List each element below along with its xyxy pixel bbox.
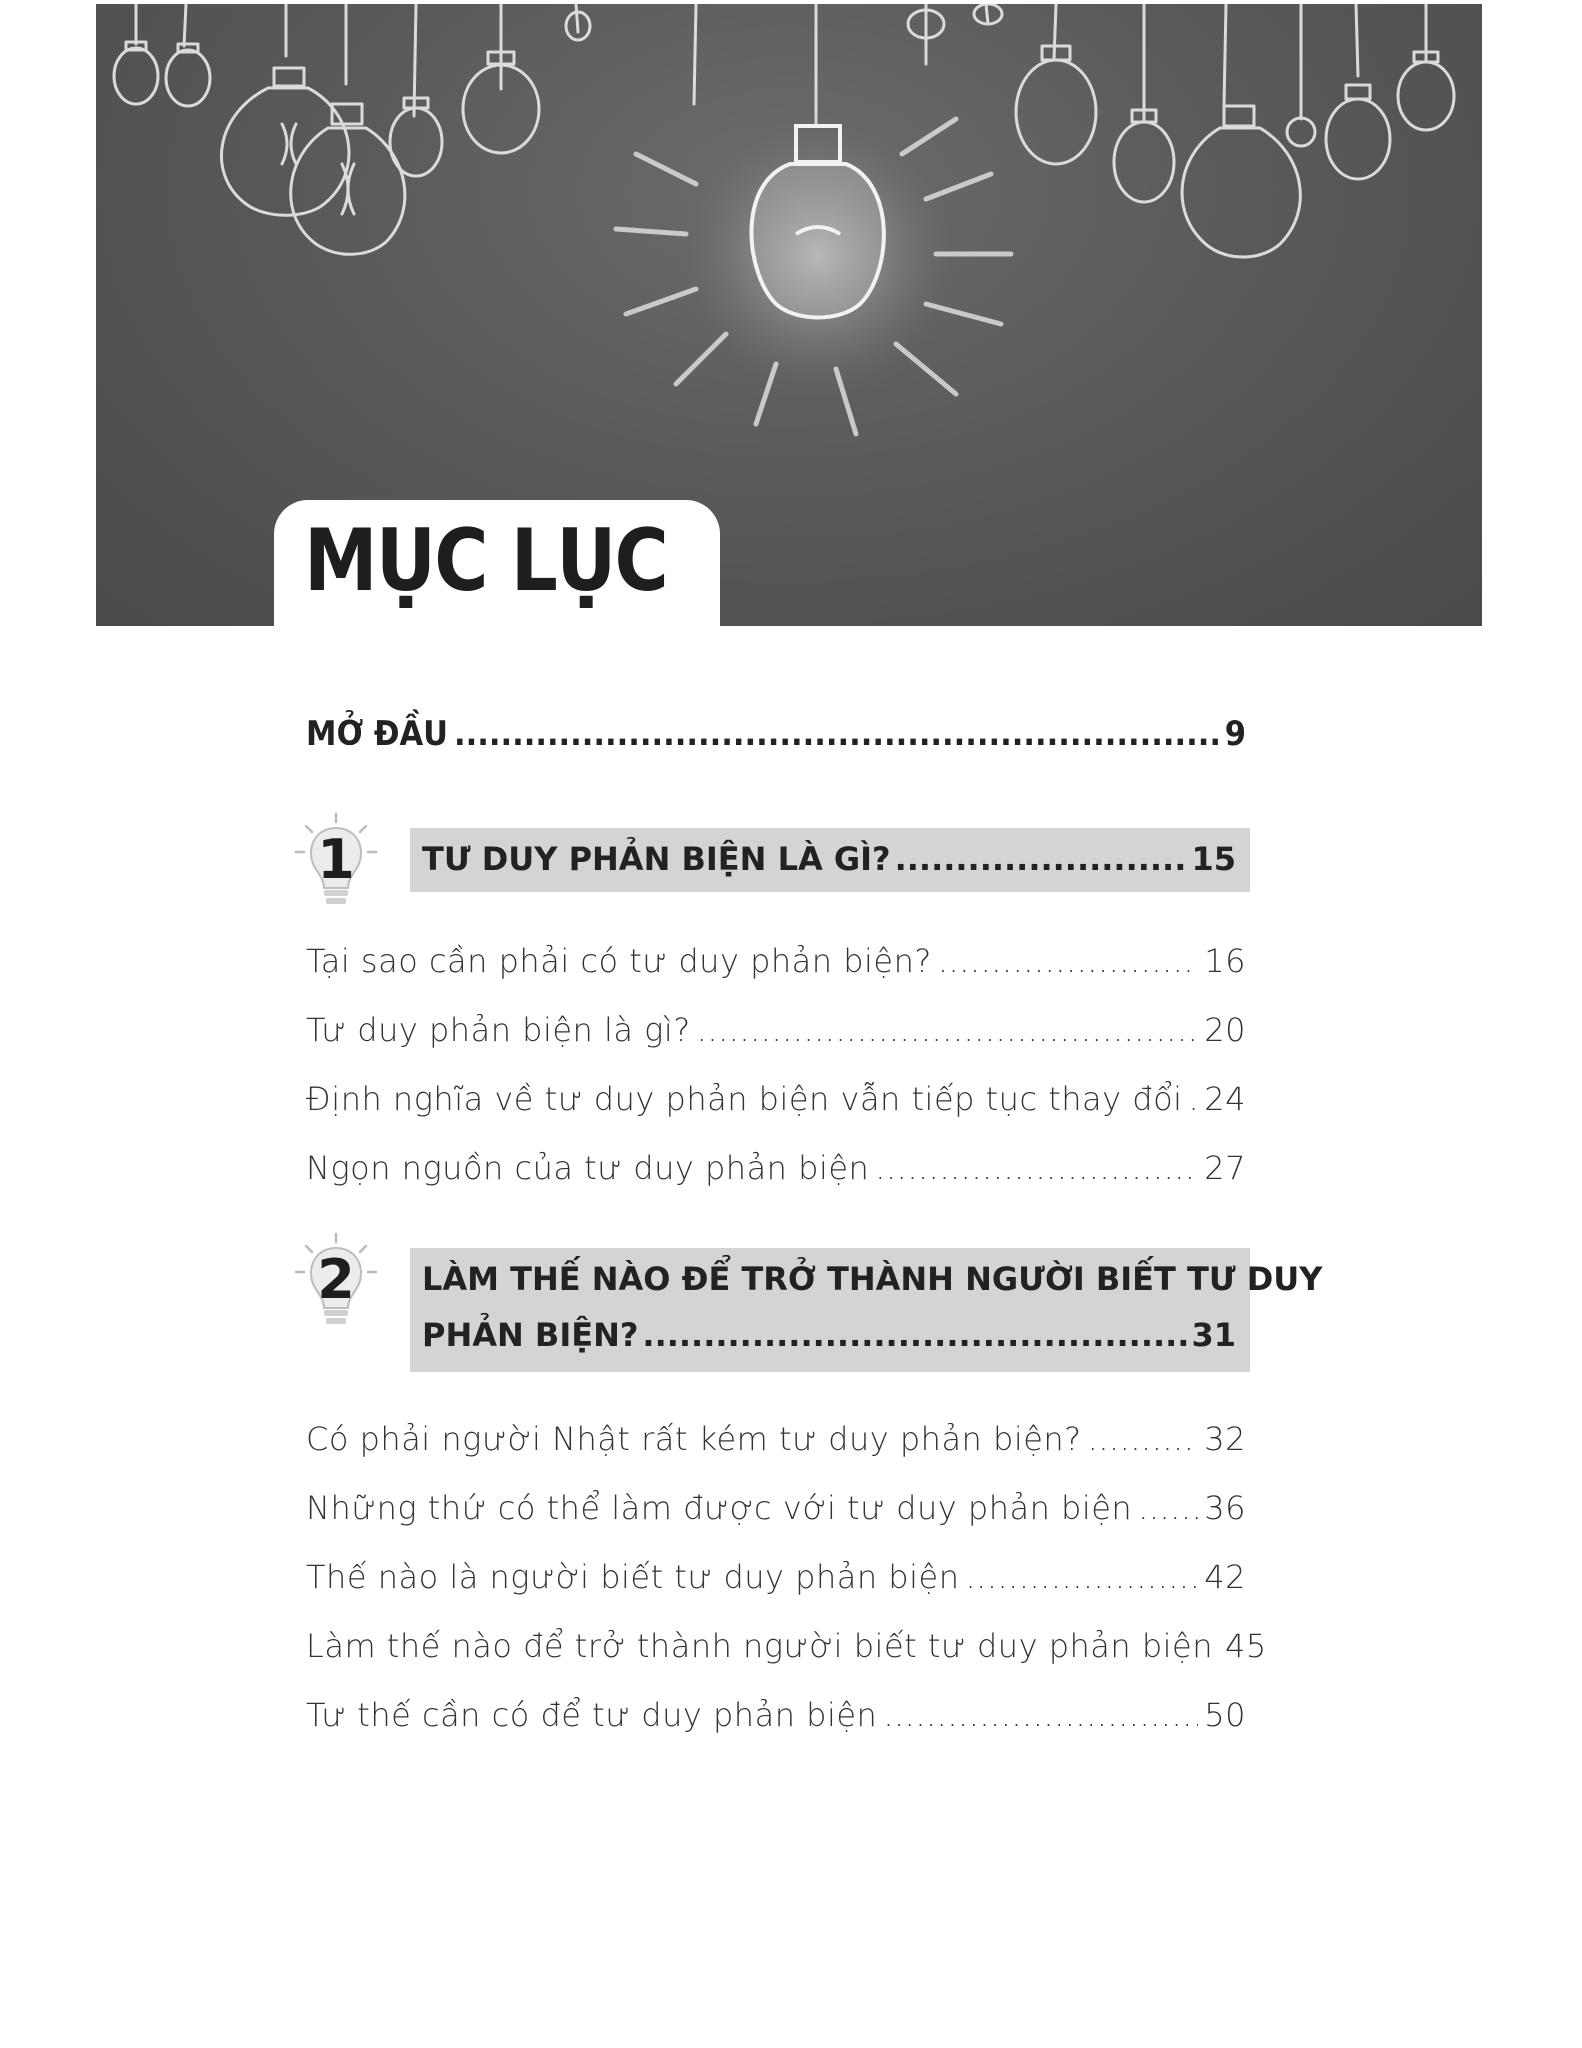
- chapter-title-line: [422, 840, 1236, 878]
- toc-entry-page: 45: [1225, 1627, 1267, 1665]
- chapter-title: PHẢN BIỆN?: [422, 1316, 639, 1354]
- toc-section-entry[interactable]: [306, 1149, 1246, 1187]
- chapter-2-heading[interactable]: [410, 1248, 1323, 1372]
- chapter-title: LÀM THẾ NÀO ĐỂ TRỞ THÀNH NGƯỜI BIẾT TƯ DUY: [422, 1260, 1323, 1298]
- dot-leader: [454, 714, 1219, 754]
- dot-leader: [883, 1696, 1198, 1734]
- toc-entry-label: Định nghĩa về tư duy phản biện vẫn tiếp tục thay đổi: [306, 1080, 1183, 1118]
- toc-entry-label: Tư duy phản biện là gì?: [306, 1011, 691, 1049]
- dot-leader: [1088, 1420, 1199, 1458]
- toc-section-entry[interactable]: [306, 1489, 1246, 1527]
- toc-entry-label: Ngọn nguồn của tư duy phản biện: [306, 1149, 870, 1187]
- dot-leader: [1138, 1489, 1198, 1527]
- page-title: MỤC LỤC: [304, 511, 668, 611]
- dot-leader: [965, 1558, 1198, 1596]
- toc-intro-entry[interactable]: [306, 714, 1246, 754]
- toc-entry-page: 20: [1204, 1011, 1246, 1049]
- toc-entry-page: 36: [1204, 1489, 1246, 1527]
- toc-entry-page: 27: [1204, 1149, 1246, 1187]
- toc-section-entry[interactable]: [306, 1011, 1246, 1049]
- toc-section-entry[interactable]: [306, 1558, 1246, 1596]
- toc-entry-page: 16: [1204, 942, 1246, 980]
- toc-entry-label: MỞ ĐẦU: [306, 714, 448, 754]
- toc-section-entry[interactable]: [306, 1627, 1267, 1665]
- toc-entry-label: Thế nào là người biết tư duy phản biện: [306, 1558, 960, 1596]
- toc-section-entry[interactable]: [306, 1420, 1246, 1458]
- toc-entry-label: Làm thế nào để trở thành người biết tư duy phản biện: [306, 1627, 1214, 1665]
- toc-section-entry[interactable]: [306, 1080, 1246, 1118]
- toc-entry-page: 9: [1224, 714, 1246, 754]
- toc-entry-label: Những thứ có thể làm được với tư duy phản biện: [306, 1489, 1133, 1527]
- toc-entry-page: 42: [1204, 1558, 1246, 1596]
- chapter-title: TƯ DUY PHẢN BIỆN LÀ GÌ?: [422, 840, 891, 878]
- dot-leader: [697, 1011, 1199, 1049]
- chapter-page: 15: [1191, 840, 1236, 878]
- toc-entry-label: Có phải người Nhật rất kém tư duy phản biện?: [306, 1420, 1082, 1458]
- chapter-1-bulb-icon: [292, 810, 382, 910]
- chapter-title-line: [422, 1316, 1236, 1354]
- toc-entry-page: 50: [1204, 1696, 1246, 1734]
- toc-entry-page: 24: [1204, 1080, 1246, 1118]
- chapter-2-bulb-icon: [292, 1230, 382, 1330]
- toc-entry-label: Tại sao cần phải có tư duy phản biện?: [306, 942, 932, 980]
- dot-leader: [938, 942, 1198, 980]
- chapter-number: 2: [317, 1248, 355, 1311]
- toc-section-entry[interactable]: [306, 942, 1246, 980]
- toc-entry-label: Tư thế cần có để tư duy phản biện: [306, 1696, 878, 1734]
- chapter-page: 31: [1191, 1316, 1236, 1354]
- chapter-number: 1: [317, 828, 355, 891]
- dot-leader: [875, 1149, 1198, 1187]
- chapter-title-line: [422, 1260, 1323, 1298]
- dot-leader: [642, 1316, 1187, 1354]
- dot-leader: [895, 840, 1188, 878]
- toc-section-entry[interactable]: [306, 1696, 1246, 1734]
- dot-leader: [1189, 1080, 1199, 1118]
- toc-entry-page: 32: [1204, 1420, 1246, 1458]
- chapter-1-heading[interactable]: [410, 828, 1250, 892]
